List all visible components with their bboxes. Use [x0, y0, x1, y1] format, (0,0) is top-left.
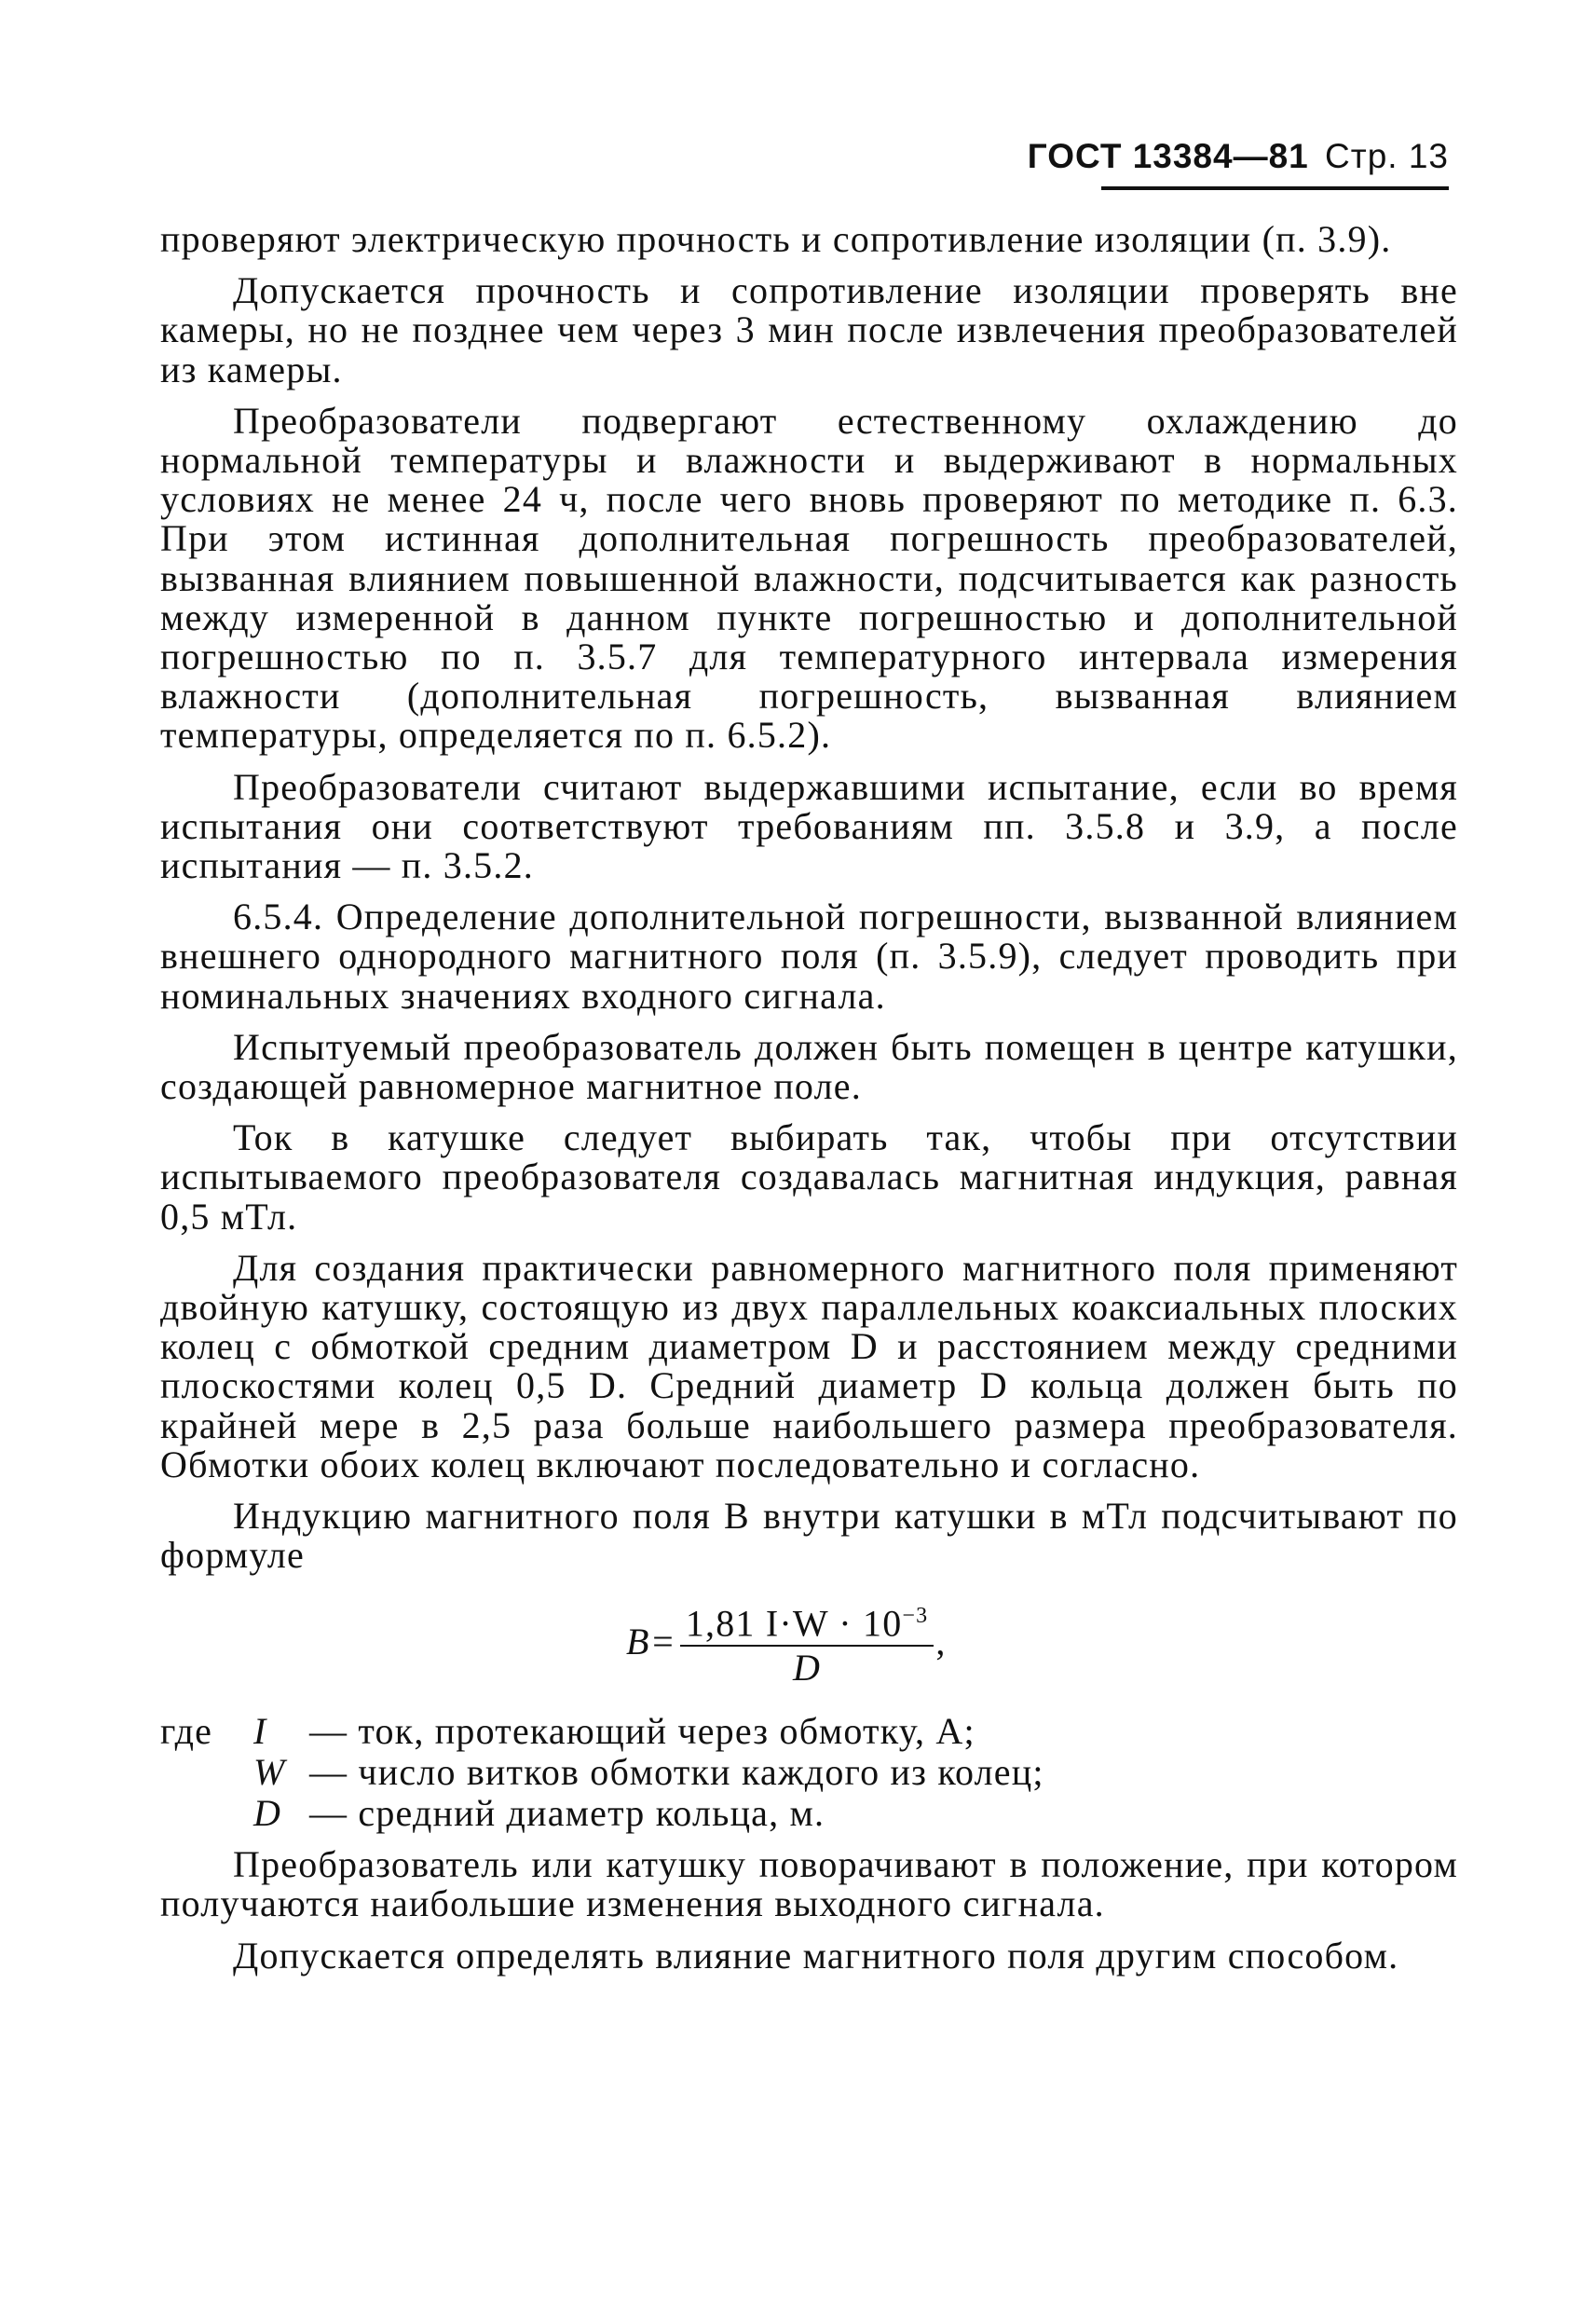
formula-denominator: D	[793, 1647, 822, 1690]
paragraph: Испытуемый преобразователь должен быть помещен в центре катушки, создающей равномерное магнитное поле.	[160, 1025, 1458, 1108]
where-text: — число витков обмотки каждого из колец;	[309, 1750, 1044, 1793]
paragraph: Ток в катушке следует выбирать так, чтобы при отсутствии испытываемого преобразователя создавалась магнитная индукция, равная 0,5 мТл.	[160, 1116, 1458, 1238]
formula-exponent: −3	[902, 1603, 929, 1628]
paragraph: Для создания практически равномерного магнитного поля применяют двойную катушку, состоящую из двух параллельных коаксиальных плоских колец с обмоткой средним диаметром D и расстоянием между средними плоскостями колец 0,5 D. Средний диаметр D кольца должен быть по крайней мере в 2,5 раза больше наибольшего размера преобразователя. Обмотки обоих колец включают последовательно и согласно.	[160, 1246, 1458, 1485]
paragraph: Допускается прочность и сопротивление изоляции проверять вне камеры, но не позднее чем через 3 мин после извлечения преобразователей из камеры.	[160, 269, 1458, 390]
paragraph: Преобразователи считают выдержавшими испытание, если во время испытания они соответствуют требованиям пп. 3.5.8 и 3.9, а после испытания — п. 3.5.2.	[160, 765, 1458, 887]
formula-numerator-text: 1,81 I·W · 10	[685, 1601, 903, 1644]
where-symbol: I	[253, 1709, 267, 1752]
where-spacer	[160, 1794, 253, 1833]
formula-numerator	[680, 1596, 934, 1648]
where-text: — средний диаметр кольца, м.	[309, 1791, 825, 1834]
header-rule	[1101, 186, 1449, 190]
where-spacer	[160, 1753, 253, 1792]
formula-fraction	[680, 1596, 934, 1689]
body-text	[160, 220, 1458, 1988]
where-item	[160, 1709, 1458, 1752]
induction-formula	[626, 1596, 947, 1689]
where-text: — ток, протекающий через обмотку, А;	[309, 1709, 975, 1752]
where-item	[160, 1750, 1458, 1793]
formula-tail: ,	[935, 1620, 947, 1662]
paragraph: Индукцию магнитного поля B внутри катушки в мТл подсчитывают по формуле	[160, 1495, 1458, 1577]
page-header	[1028, 136, 1449, 177]
paragraph: Допускается определять влияние магнитного поля другим способом.	[233, 1934, 1399, 1977]
where-word: где	[160, 1709, 213, 1752]
where-symbol: W	[253, 1750, 286, 1793]
formula-lhs: B=	[626, 1620, 676, 1662]
paragraph: 6.5.4. Определение дополнительной погрешности, вызванной влиянием внешнего однородного магнитного поля (п. 3.5.9), следует проводить при номинальных значениях входного сигнала.	[160, 896, 1458, 1017]
where-symbol: D	[253, 1791, 282, 1834]
paragraph: Преобразователь или катушку поворачивают в положение, при котором получаются наибольшие изменения выходного сигнала.	[160, 1843, 1458, 1925]
page-number: Стр. 13	[1325, 137, 1449, 175]
formula-block	[160, 1596, 1458, 1699]
where-item	[160, 1791, 1458, 1834]
paragraph: проверяют электрическую прочность и сопротивление изоляции (п. 3.9).	[160, 218, 1392, 260]
standard-number: ГОСТ 13384—81	[1027, 137, 1309, 175]
paragraph: Преобразователи подвергают естественному охлаждению до нормальной температуры и влажности и выдерживают в нормальных условиях не менее 24 ч, после чего вновь проверяют по методике п. 6.3. При этом истинная дополнительная погрешность преобразователей, вызванная влиянием повышенной влажности, подсчитывается как разность между измеренной в данном пункте погрешностью и дополнительной погрешностью по п. 3.5.7 для температурного интервала измерения влажности (дополнительная погрешность, вызванная влиянием температуры, определяется по п. 6.5.2).	[160, 399, 1458, 757]
